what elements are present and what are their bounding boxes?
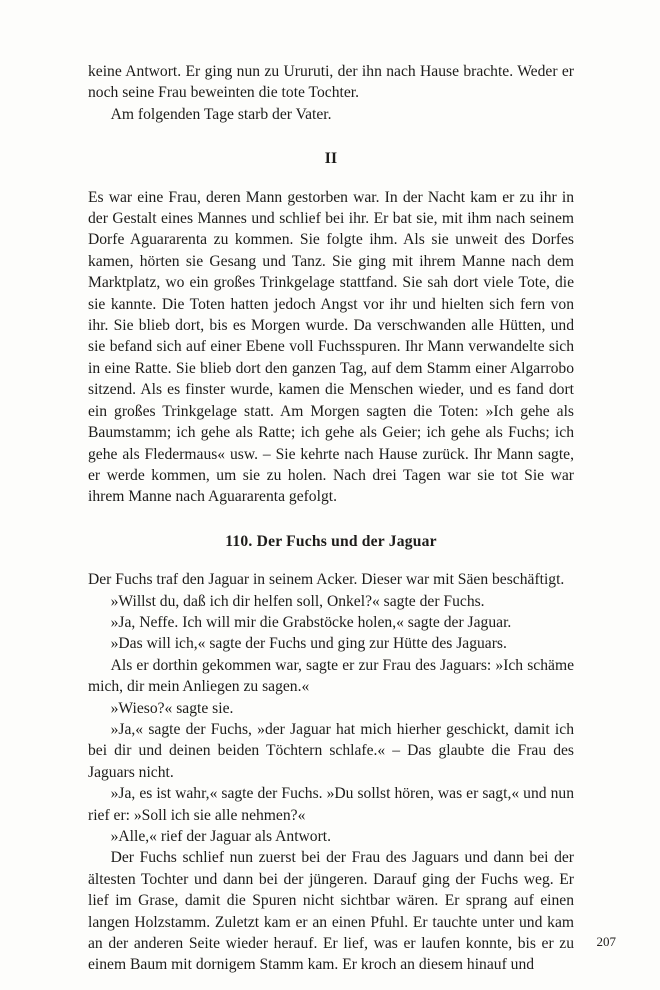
paragraph: Der Fuchs schlief nun zuerst bei der Frau des Jaguars und dann bei der ältesten Tochter und dann bei der jüngeren. Darauf ging der Fuchs weg. Er lief im Grase, damit die Spuren nicht sichtbar wären. Er sprang auf einen langen Holzstamm. Zuletzt kam er an einen Pfuhl. Er tauchte unter und kam an der anderen Seite wieder herauf. Er lief, was er laufen konnte, bis er zu einem Baum mit dornigem Stamm kam. Er kroch an diesem hinauf und — [88, 849, 574, 974]
paragraph-dialogue: »Ja, es ist wahr,« sagte der Fuchs. »Du sollst hören, was er sagt,« und nun rief er: »Soll ich sie alle nehmen?« — [88, 785, 574, 824]
paragraph-dialogue: »Das will ich,« sagte der Fuchs und ging zur Hütte des Jaguars. — [110, 635, 507, 653]
paragraph: Als er dorthin gekommen war, sagte er zur Frau des Jaguars: »Ich schäme mich, dir mein Anliegen zu sagen.« — [88, 656, 574, 696]
paragraph-dialogue: »Ja,« sagte der Fuchs, »der Jaguar hat mich hierher geschickt, damit ich bei dir und deinen beiden Töchtern schlafe.« – Das glaubte die Frau des Jaguars nicht. — [88, 720, 574, 781]
paragraph: Am folgenden Tage starb der Vater. — [110, 105, 332, 123]
paragraph-dialogue: »Wieso?« sagte sie. — [110, 699, 234, 717]
paragraph-dialogue: »Willst du, daß ich dir helfen soll, Onkel?« sagte der Fuchs. — [110, 592, 485, 610]
paragraph: Es war eine Frau, deren Mann gestorben war. In der Nacht kam er zu ihr in der Gestalt eines Mannes und schlief bei ihr. Er bat sie, mit ihm nach seinem Dorfe Aguararenta zu kommen. Sie folgte ihm. Als sie unweit des Dorfes kamen, hörten sie Gesang und Tanz. Sie ging mit ihrem Manne nach dem Marktplatz, wo ein großes Trinkgelage stattfand. Sie sah dort viele Tote, die sie kannte. Die Toten hatten jedoch Angst vor ihr und hielten sich fern von ihr. Sie blieb dort, bis es Morgen wurde. Da verschwanden alle Hütten, und sie befand sich auf einer Ebene voll Fuchsspuren. Ihr Mann verwandelte sich in eine Ratte. Sie blieb dort den ganzen Tag, auf dem Stamm einer Algarrobo sitzend. Als es finster wurde, kamen die Menschen wieder, und es fand dort ein großes Trinkgelage statt. Am Morgen sagten die Toten: »Ich gehe als Baumstamm; ich gehe als Ratte; ich gehe als Geier; ich gehe als Fuchs; ich gehe als Fledermaus« usw. – Sie kehrte nach Hause zurück. Ihr Mann sagte, er werde kommen, um sie zu holen. Nach drei Tagen war sie tot Sie war ihrem Manne nach Aguararenta gefolgt. — [88, 188, 574, 506]
paragraph-dialogue: »Ja, Neffe. Ich will mir die Grabstöcke holen,« sagte der Jaguar. — [110, 613, 512, 631]
paragraph-continuation: keine Antwort. Er ging nun zu Ururuti, der ihn nach Hause brachte. Weder er noch seine Frau beweinten die tote Tochter. — [88, 63, 574, 102]
page-content — [88, 61, 574, 976]
paragraph: Der Fuchs traf den Jaguar in seinem Acker. Dieser war mit Säen beschäftigt. — [88, 571, 565, 589]
section-heading-roman: II — [324, 150, 338, 168]
story-heading: 110. Der Fuchs und der Jaguar — [225, 532, 437, 550]
page-number: 207 — [596, 934, 616, 949]
paragraph-dialogue: »Alle,« rief der Jaguar als Antwort. — [110, 828, 332, 845]
